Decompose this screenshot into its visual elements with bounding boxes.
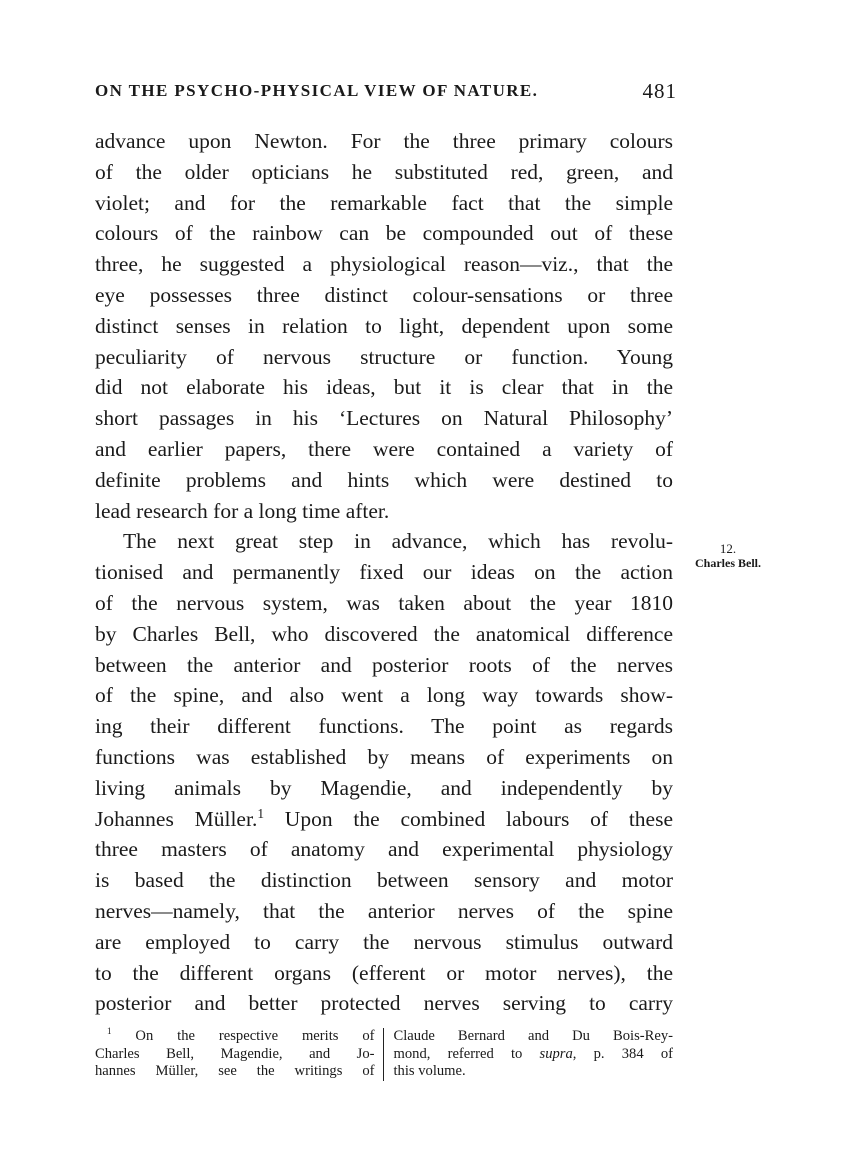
footnote-line: Claude Bernard and Du Bois-Rey- [393,1028,673,1044]
text-line-with-footnote-ref [95,804,673,835]
text-line: violet; and for the remarkable fact that the simple [95,190,673,215]
margin-note-number: 12. [719,541,737,556]
line-start: Johannes Müller. [95,806,258,831]
footnote-text: On the respective merits of [111,1028,375,1044]
text-line: of the older opticians he substituted red, green, and [95,159,673,184]
footnote-reference[interactable]: 1 [257,805,264,821]
text-line: by Charles Bell, who discovered the anatomical difference [95,621,673,646]
footnote-line: Charles Bell, Magendie, and Jo- [95,1045,375,1062]
text-line: did not elaborate his ideas, but it is clear that in the [95,375,673,400]
margin-note-label: Charles Bell. [695,556,761,570]
running-title: ON THE PSYCHO-PHYSICAL VIEW OF NATURE. [95,81,539,100]
text-line: nerves—namely, that the anterior nerves of the spine [95,898,673,923]
footnote-text: mond, referred to [393,1045,540,1062]
footnote-text: , p. 384 of [572,1045,674,1062]
text-line: eye possesses three distinct colour-sensations or three [95,282,673,307]
footnote-column-left [95,1028,384,1081]
text-line: of the nervous system, was taken about the year 1810 [95,590,673,615]
text-line: tionised and permanently fixed our ideas on the action [95,560,673,585]
margin-note [678,542,778,570]
text-line: advance upon Newton. For the three primary colours [95,129,673,153]
footnote-line [95,1028,375,1046]
footnote-marker: 1 [107,1026,112,1037]
text-line: The next great step in advance, which has revolu- [123,529,673,554]
line-end: Upon the combined labours of these [264,806,673,831]
text-line: distinct senses in relation to light, dependent upon some [95,313,673,338]
text-line: lead research for a long time after. [95,498,390,523]
text-line: ing their different functions. The point as regards [95,714,673,739]
text-line: and earlier papers, there were contained a variety of [95,436,673,461]
text-line: colours of the rainbow can be compounded out of these [95,221,673,246]
text-line: posterior and better protected nerves serving to carry [95,991,673,1016]
text-line: living animals by Magendie, and independently by [95,775,673,800]
text-line: short passages in his ‘Lectures on Natural Philosophy’ [95,406,673,431]
text-line: peculiarity of nervous structure or function. Young [95,344,673,369]
text-line: functions was established by means of experiments on [95,744,673,769]
page-number: 481 [642,78,677,103]
text-line: three masters of anatomy and experimental physiology [95,837,673,862]
text-line: between the anterior and posterior roots of the nerves [95,652,673,677]
footnote-line: this volume. [393,1063,466,1079]
text-line: is based the distinction between sensory and motor [95,868,673,893]
text-line: of the spine, and also went a long way towards show- [95,683,673,708]
page-header [95,76,677,106]
footnote [95,1028,673,1081]
footnote-line [394,1046,674,1064]
text-line: three, he suggested a physiological reason—viz., that the [95,252,673,277]
text-line: are employed to carry the nervous stimulus outward [95,929,673,954]
body-text [95,126,673,1019]
footnote-column-right [384,1028,674,1081]
text-line: to the different organs (efferent or motor nerves), the [95,960,673,985]
footnote-italic: supra [539,1045,573,1062]
text-line: definite problems and hints which were destined to [95,467,673,492]
footnote-line: hannes Müller, see the writings of [95,1063,375,1079]
